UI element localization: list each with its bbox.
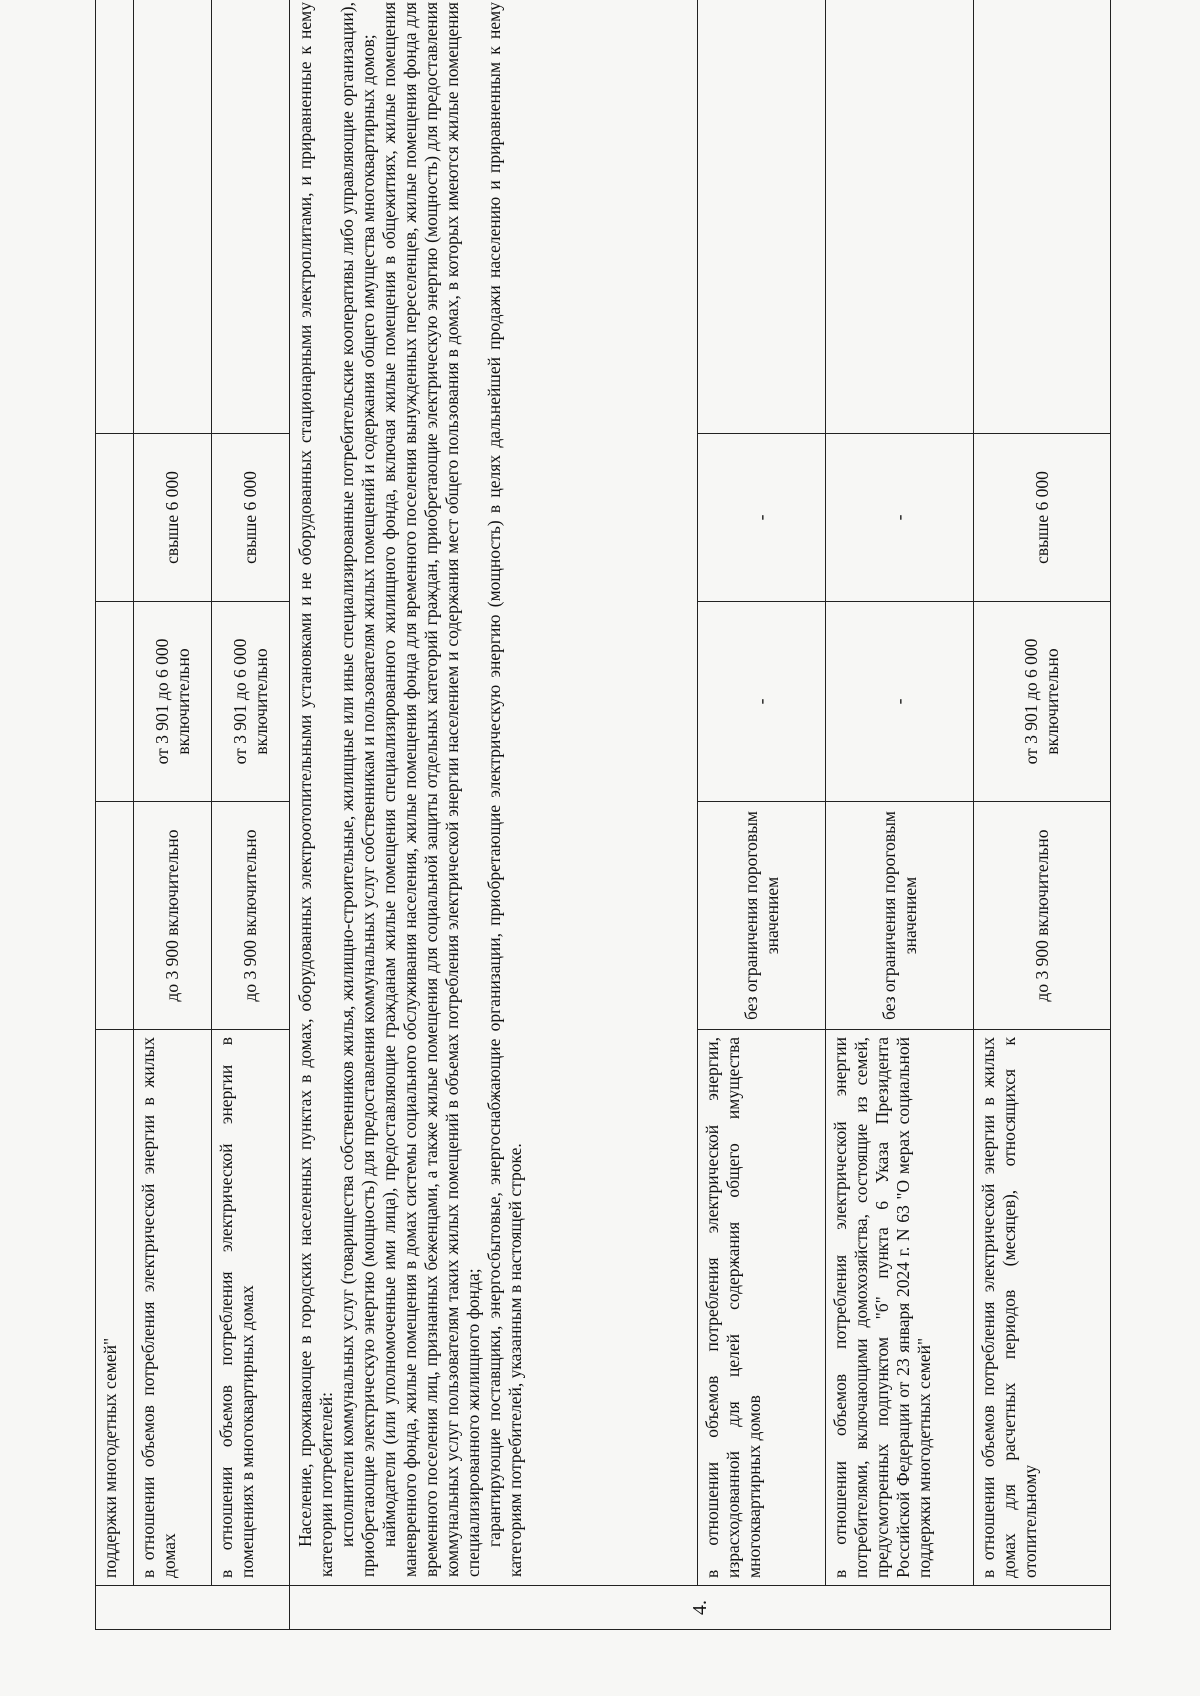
table-row [698, 0, 826, 1630]
paragraph: Население, проживающее в городских населенных пунктах в домах, оборудованных электроотопительными установками и не оборудованных стационарными электроплитами, и приравненные к нему категории потребителей: [295, 2, 336, 1577]
range-low-cell: до 3 900 включительно [974, 802, 1111, 1030]
criteria-cell: в отношении объемов потребления электрической энергии в жилых домах для расчетных периодов (месяцев), относящихся к отопительному [974, 1030, 1111, 1586]
range-high-cell: - [826, 434, 974, 602]
table-row [134, 0, 212, 1630]
range-mid-cell: от 3 901 до 6 000 включительно [212, 602, 290, 802]
table-row [290, 0, 698, 1630]
criteria-cell: поддержки многодетных семей" [96, 1030, 134, 1586]
empty-cell [974, 0, 1111, 434]
range-high-cell: свыше 6 000 [974, 434, 1111, 602]
criteria-cell: в отношении объемов потребления электрической энергии в помещениях в многоквартирных домах [212, 1030, 290, 1586]
criteria-cell: в отношении объемов потребления электрической энергии потребителями, включающими домохозяйства, состоящие из семей, предусмотренных подпунктом "б" пункта 6 Указа Президента Российской Федерации от 23 января 2024 г. N 63 "О мерах социальной поддержки многодетных семей" [826, 1030, 974, 1586]
empty-cell [698, 0, 826, 434]
range-high-cell: свыше 6 000 [134, 434, 212, 602]
paragraph: наймодатели (или уполномоченные ими лица), предоставляющие гражданам жилые помещения специализированного жилищного фонда, включая жилые помещения в общежитиях, жилые помещения маневренного фонда, жилые помещения в домах системы социального обслуживания населения, жилые помещения фонда для временного поселения вынужденных переселенцев, жилые помещения фонда для временного поселения лиц, признанных беженцами, а также жилые помещения для социальной защиты отдельных категорий граждан, приобретающие электрическую энергию (мощность) для предоставления коммунальных услуг пользователям таких жилых помещений в объемах потребления электрической энергии населением и содержания мест общего пользования в домах, в которых имеются жилые помещения специализированного жилищного фонда; [379, 2, 483, 1577]
tariff-table [95, 0, 1111, 1630]
table-row [96, 0, 134, 1630]
range-high-cell: - [698, 434, 826, 602]
empty-cell [212, 0, 290, 434]
table-row [974, 0, 1111, 1630]
criteria-cell: в отношении объемов потребления электрической энергии, израсходованной для целей содержания общего имущества многоквартирных домов [698, 1030, 826, 1586]
empty-cell [826, 0, 974, 434]
criteria-cell: в отношении объемов потребления электрической энергии в жилых домах [134, 1030, 212, 1586]
table-row [826, 0, 974, 1630]
range-low-cell: до 3 900 включительно [212, 802, 290, 1030]
empty-cell [96, 0, 134, 434]
paragraph: гарантирующие поставщики, энергосбытовые, энергоснабжающие организации, приобретающие электрическую энергию (мощность) в целях дальнейшей продажи населению и приравненным к нему категориям потребителей, указанным в настоящей строке. [484, 2, 525, 1577]
range-low-cell: без ограничения пороговым значением [698, 802, 826, 1030]
range-low-cell [96, 802, 134, 1030]
row-number: 4. [290, 1586, 1111, 1630]
range-low-cell: без ограничения пороговым значением [826, 802, 974, 1030]
range-mid-cell: от 3 901 до 6 000 включительно [974, 602, 1111, 802]
range-high-cell [96, 434, 134, 602]
range-mid-cell: - [826, 602, 974, 802]
category-description [290, 0, 698, 1586]
paragraph: исполнители коммунальных услуг (товарищества собственников жилья, жилищно-строительные, жилищные или иные специализированные потребительские кооперативы либо управляющие организации), приобретающие электрическую энергию (мощность) для предоставления коммунальных услуг собственникам и пользователям жилых помещений и содержания общего имущества многоквартирных домов; [337, 2, 378, 1577]
range-low-cell: до 3 900 включительно [134, 802, 212, 1030]
range-mid-cell: от 3 901 до 6 000 включительно [134, 602, 212, 802]
range-mid-cell [96, 602, 134, 802]
table-row [212, 0, 290, 1630]
number-cell [96, 1586, 290, 1630]
range-high-cell: свыше 6 000 [212, 434, 290, 602]
range-mid-cell: - [698, 602, 826, 802]
empty-cell [134, 0, 212, 434]
